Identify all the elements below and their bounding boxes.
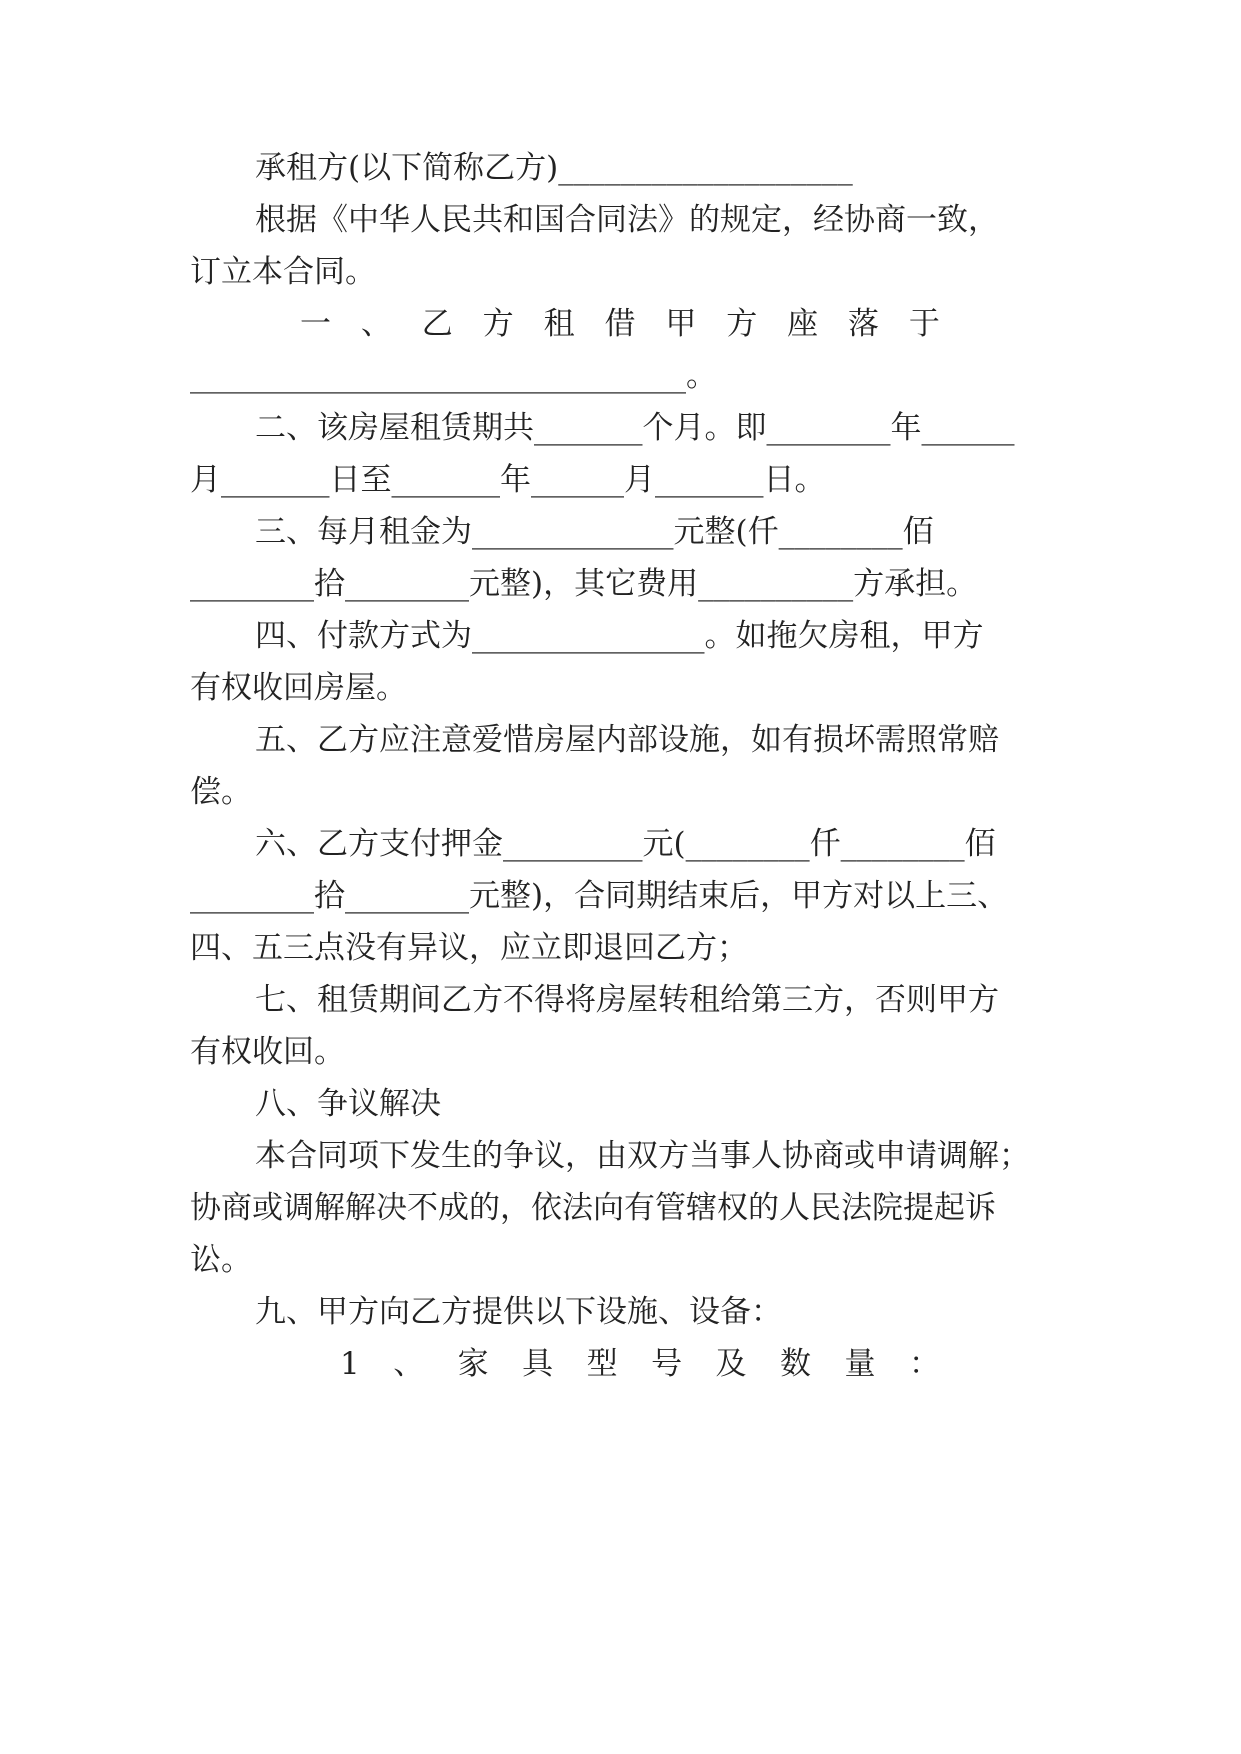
clause-5-line2: 偿。 <box>190 774 252 810</box>
clause-7-line1: 七、租赁期间乙方不得将房屋转租给第三方，否则甲方 <box>255 982 999 1018</box>
char: 1 <box>340 1346 360 1382</box>
clause-8-line2: 协商或调解解决不成的，依法向有管辖权的人民法院提起诉 <box>190 1190 996 1226</box>
clause-4-line2: 有权收回房屋。 <box>190 670 407 706</box>
clause-6-line1: 六、乙方支付押金_________元(________仟________佰 <box>255 826 996 862</box>
clause-intro-line1: 根据《中华人民共和国合同法》的规定，经协商一致， <box>255 202 999 238</box>
clause-1-line1 <box>300 304 940 344</box>
char: ： <box>908 1346 940 1382</box>
clause-8-heading: 八、争议解决 <box>255 1086 441 1122</box>
char: 一 <box>300 306 331 342</box>
clause-1-line2: ________________________________。 <box>190 358 717 394</box>
char: 具 <box>522 1346 554 1382</box>
char: 量 <box>844 1346 876 1382</box>
char: 乙 <box>421 306 453 342</box>
char: 号 <box>651 1346 683 1382</box>
char: 甲 <box>665 306 697 342</box>
char: 、 <box>360 306 392 342</box>
clause-2-line2: 月_______日至_______年______月_______日。 <box>190 462 826 498</box>
clause-9-item1 <box>340 1344 940 1384</box>
clause-8-line1: 本合同项下发生的争议，由双方当事人协商或申请调解； <box>255 1138 1030 1174</box>
clause-2-line1: 二、该房屋租赁期共_______个月。即________年______ <box>255 410 1015 446</box>
clause-6-line3: 四、五三点没有异议，应立即退回乙方； <box>190 930 748 966</box>
clause-intro-line2: 订立本合同。 <box>190 254 376 290</box>
clause-4-line1: 四、付款方式为_______________。如拖欠房租，甲方 <box>255 618 984 654</box>
char: 落 <box>848 306 880 342</box>
char: 座 <box>787 306 819 342</box>
clause-7-line2: 有权收回。 <box>190 1034 345 1070</box>
char: 家 <box>457 1346 489 1382</box>
char: 数 <box>780 1346 812 1382</box>
char: 方 <box>482 306 514 342</box>
char: 租 <box>543 306 575 342</box>
char: 方 <box>726 306 758 342</box>
char: 及 <box>715 1346 747 1382</box>
char: 、 <box>393 1346 425 1382</box>
clause-9-heading: 九、甲方向乙方提供以下设施、设备： <box>255 1294 782 1330</box>
clause-3-line1: 三、每月租金为_____________元整(仟________佰 <box>255 514 934 550</box>
clause-8-line3: 讼。 <box>190 1242 252 1278</box>
clause-6-line2: ________拾________元整)，合同期结束后，甲方对以上三、 <box>190 878 1009 914</box>
char: 于 <box>908 306 940 342</box>
clause-5-line1: 五、乙方应注意爱惜房屋内部设施，如有损坏需照常赔 <box>255 722 999 758</box>
lessee-line: 承租方(以下简称乙方)___________________ <box>255 150 853 186</box>
char: 型 <box>586 1346 618 1382</box>
clause-3-line2: ________拾________元整)，其它费用__________方承担。 <box>190 566 978 602</box>
char: 借 <box>604 306 636 342</box>
